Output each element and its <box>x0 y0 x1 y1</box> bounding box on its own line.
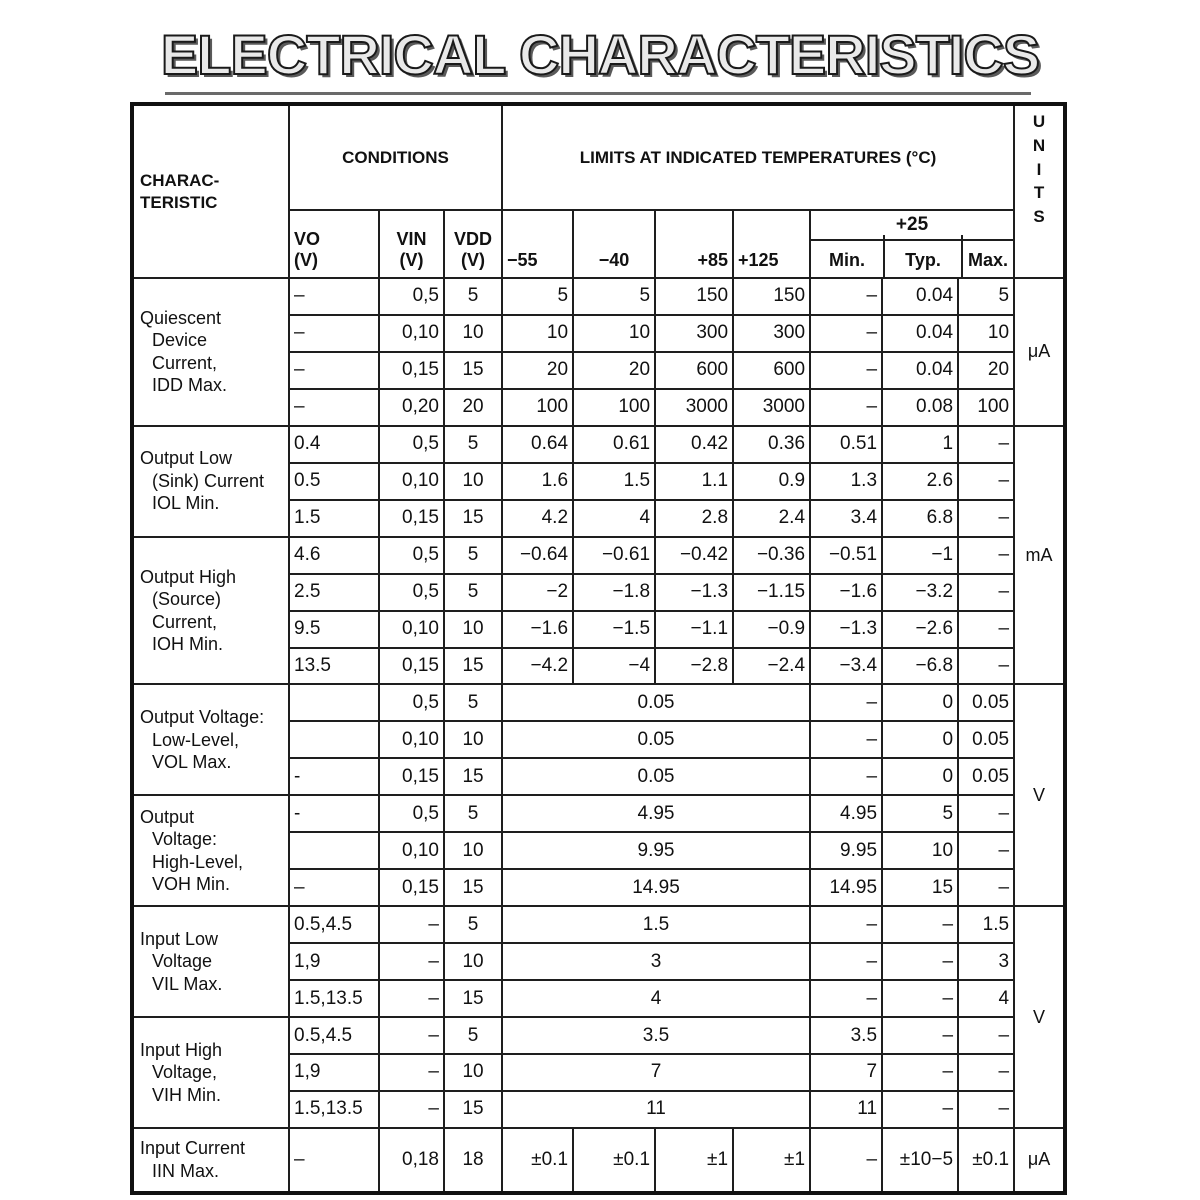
cell-min: 0.51 <box>810 426 882 463</box>
cell-vin: 0,15 <box>379 869 444 906</box>
cell-temp-p125: 300 <box>733 315 810 352</box>
header-vdd: VDD (V) <box>444 210 502 278</box>
table-row <box>132 906 1065 943</box>
table-row <box>132 1128 1065 1193</box>
cell-vin: 0,20 <box>379 389 444 426</box>
cell-min: – <box>810 389 882 426</box>
units-letter: I <box>1036 159 1042 179</box>
cell-vo <box>289 721 379 758</box>
cell-vin: 0,5 <box>379 684 444 721</box>
cell-typ: 0.08 <box>882 389 958 426</box>
characteristic-label-line: Voltage: <box>152 829 218 850</box>
characteristic-label-line: Device <box>152 330 208 351</box>
cell-typ: −3.2 <box>882 574 958 611</box>
characteristic-label <box>132 906 289 1017</box>
characteristic-label <box>132 795 289 906</box>
cell-temp-p125: 600 <box>733 352 810 389</box>
cell-limit-all-temps: 3 <box>502 943 810 980</box>
cell-vin: 0,15 <box>379 352 444 389</box>
cell-max: 10 <box>958 315 1014 352</box>
cell-vo: - <box>289 758 379 795</box>
cell-limit-all-temps: 0.05 <box>502 758 810 795</box>
cell-vin: 0,10 <box>379 721 444 758</box>
cell-typ: 0.04 <box>882 352 958 389</box>
cell-limit-all-temps: 4 <box>502 980 810 1017</box>
units-letter: N <box>1032 135 1046 155</box>
cell-vo: 0.5 <box>289 463 379 500</box>
cell-temp-m40: 0.61 <box>573 426 655 463</box>
cell-vo <box>289 684 379 721</box>
cell-max: 3 <box>958 943 1014 980</box>
cell-min: – <box>810 758 882 795</box>
header-temp-p85: +85 <box>655 210 733 278</box>
table-row <box>132 684 1065 721</box>
cell-temp-p125: 150 <box>733 278 810 315</box>
cell-max: – <box>958 795 1014 832</box>
cell-temp-m55: −2 <box>502 574 573 611</box>
cell-vo: 13.5 <box>289 648 379 685</box>
header-limits: LIMITS AT INDICATED TEMPERATURES (°C) <box>502 104 1014 210</box>
cell-typ: 6.8 <box>882 500 958 537</box>
cell-vdd: 15 <box>444 648 502 685</box>
table-row <box>132 795 1065 832</box>
cell-vo: 1.5 <box>289 500 379 537</box>
cell-temp-p85: −2.8 <box>655 648 733 685</box>
characteristic-label-line: Output Voltage: <box>140 707 265 728</box>
cell-max: 0.05 <box>958 721 1014 758</box>
cell-vo: – <box>289 315 379 352</box>
cell-min: −0.51 <box>810 537 882 574</box>
characteristic-label-line: VIL Max. <box>152 973 223 994</box>
characteristic-label-line: Voltage <box>152 951 213 972</box>
header-temp-p25-block <box>810 210 1014 278</box>
cell-temp-m55: 4.2 <box>502 500 573 537</box>
cell-temp-m40: 1.5 <box>573 463 655 500</box>
cell-min: – <box>810 352 882 389</box>
cell-min: 3.5 <box>810 1017 882 1054</box>
cell-vdd: 15 <box>444 758 502 795</box>
cell-vo <box>289 832 379 869</box>
cell-units: V <box>1014 684 1065 906</box>
cell-typ: −2.6 <box>882 611 958 648</box>
cell-max: – <box>958 463 1014 500</box>
cell-vo: 0.5,4.5 <box>289 1017 379 1054</box>
cell-vo: – <box>289 278 379 315</box>
cell-typ: 1 <box>882 426 958 463</box>
cell-temp-m40: 5 <box>573 278 655 315</box>
header-units <box>1014 104 1065 278</box>
table-row <box>132 537 1065 574</box>
cell-temp-m40: −1.5 <box>573 611 655 648</box>
cell-vin: 0,15 <box>379 500 444 537</box>
cell-temp-m40: 20 <box>573 352 655 389</box>
cell-vin: – <box>379 906 444 943</box>
cell-limit-all-temps: 14.95 <box>502 869 810 906</box>
cell-max: – <box>958 832 1014 869</box>
cell-max: – <box>958 500 1014 537</box>
cell-vo: 9.5 <box>289 611 379 648</box>
cell-vin: 0,10 <box>379 611 444 648</box>
cell-typ: 0.04 <box>882 315 958 352</box>
cell-vo: 0.4 <box>289 426 379 463</box>
cell-typ: 0 <box>882 721 958 758</box>
cell-vdd: 15 <box>444 1091 502 1128</box>
cell-typ: – <box>882 1091 958 1128</box>
characteristic-label-line: Low-Level, <box>152 729 240 750</box>
cell-vdd: 10 <box>444 463 502 500</box>
characteristic-label-line: Output Low <box>140 448 233 469</box>
cell-vo: – <box>289 869 379 906</box>
cell-temp-p85: −1.3 <box>655 574 733 611</box>
cell-temp-p85: −1.1 <box>655 611 733 648</box>
cell-vin: 0,5 <box>379 537 444 574</box>
header-typ: Typ. <box>883 235 961 277</box>
cell-vin: – <box>379 980 444 1017</box>
cell-min: 1.3 <box>810 463 882 500</box>
characteristic-label-line: VOH Min. <box>152 874 231 895</box>
cell-temp-m55: 0.64 <box>502 426 573 463</box>
cell-vo: – <box>289 1128 379 1193</box>
header-vin: VIN (V) <box>379 210 444 278</box>
cell-temp-m40: ±0.1 <box>573 1128 655 1193</box>
cell-temp-p125: 0.9 <box>733 463 810 500</box>
cell-temp-m55: −0.64 <box>502 537 573 574</box>
cell-temp-p125: ±1 <box>733 1128 810 1193</box>
units-letter: U <box>1032 112 1046 131</box>
cell-temp-m55: 20 <box>502 352 573 389</box>
cell-temp-p85: 1.1 <box>655 463 733 500</box>
cell-typ: 5 <box>882 795 958 832</box>
characteristic-label-line: Input Low <box>140 928 219 949</box>
cell-max: ±0.1 <box>958 1128 1014 1193</box>
cell-max: – <box>958 648 1014 685</box>
cell-max: 0.05 <box>958 758 1014 795</box>
characteristic-label-line: VIH Min. <box>152 1084 222 1105</box>
characteristic-label-line: Current, <box>152 611 218 632</box>
cell-vo: - <box>289 795 379 832</box>
cell-max: – <box>958 869 1014 906</box>
cell-vin: 0,15 <box>379 758 444 795</box>
header-temp-p25: +25 <box>811 211 1013 241</box>
cell-max: – <box>958 574 1014 611</box>
cell-vdd: 5 <box>444 795 502 832</box>
cell-typ: – <box>882 943 958 980</box>
characteristic-label <box>132 278 289 426</box>
cell-max: – <box>958 611 1014 648</box>
characteristic-label-line: IIN Max. <box>152 1160 220 1181</box>
cell-temp-p125: 3000 <box>733 389 810 426</box>
cell-max: 1.5 <box>958 906 1014 943</box>
cell-max: – <box>958 1017 1014 1054</box>
cell-limit-all-temps: 0.05 <box>502 684 810 721</box>
cell-vdd: 10 <box>444 943 502 980</box>
cell-vo: 1,9 <box>289 943 379 980</box>
header-max: Max. <box>961 235 1013 277</box>
cell-vin: 0,5 <box>379 426 444 463</box>
cell-units: V <box>1014 906 1065 1128</box>
cell-vin: 0,10 <box>379 463 444 500</box>
cell-max: 20 <box>958 352 1014 389</box>
cell-vdd: 5 <box>444 537 502 574</box>
cell-min: – <box>810 906 882 943</box>
cell-max: 100 <box>958 389 1014 426</box>
cell-vin: 0,18 <box>379 1128 444 1193</box>
cell-temp-m40: 100 <box>573 389 655 426</box>
cell-temp-m55: 100 <box>502 389 573 426</box>
cell-typ: – <box>882 1017 958 1054</box>
cell-limit-all-temps: 3.5 <box>502 1017 810 1054</box>
cell-temp-p85: 3000 <box>655 389 733 426</box>
characteristic-label-line: Output High <box>140 566 237 587</box>
cell-vin: 0,10 <box>379 315 444 352</box>
table-row <box>132 426 1065 463</box>
cell-vdd: 18 <box>444 1128 502 1193</box>
units-letter: S <box>1033 207 1045 227</box>
characteristic-label-line: Current, <box>152 352 218 373</box>
cell-typ: −1 <box>882 537 958 574</box>
characteristic-label <box>132 1128 289 1193</box>
cell-units: μA <box>1014 278 1065 426</box>
cell-vo: 1,9 <box>289 1054 379 1091</box>
cell-min: −1.3 <box>810 611 882 648</box>
characteristic-label <box>132 684 289 795</box>
cell-vdd: 20 <box>444 389 502 426</box>
cell-temp-m55: −4.2 <box>502 648 573 685</box>
characteristic-label-line: Quiescent <box>140 307 222 328</box>
cell-vo: 1.5,13.5 <box>289 980 379 1017</box>
cell-max: – <box>958 426 1014 463</box>
cell-vdd: 10 <box>444 611 502 648</box>
cell-vo: – <box>289 352 379 389</box>
cell-vin: 0,5 <box>379 795 444 832</box>
cell-vdd: 15 <box>444 980 502 1017</box>
cell-min: 3.4 <box>810 500 882 537</box>
cell-min: 4.95 <box>810 795 882 832</box>
cell-temp-m40: 10 <box>573 315 655 352</box>
cell-vdd: 15 <box>444 869 502 906</box>
cell-vin: – <box>379 1054 444 1091</box>
cell-max: 0.05 <box>958 684 1014 721</box>
cell-min: −3.4 <box>810 648 882 685</box>
cell-temp-m40: −1.8 <box>573 574 655 611</box>
cell-vin: 0,5 <box>379 278 444 315</box>
characteristic-label-line: Voltage, <box>152 1062 218 1083</box>
header-temp-m40: −40 <box>573 210 655 278</box>
cell-temp-p125: −0.9 <box>733 611 810 648</box>
cell-max: – <box>958 537 1014 574</box>
cell-min: – <box>810 980 882 1017</box>
cell-temp-p125: −2.4 <box>733 648 810 685</box>
cell-vdd: 15 <box>444 352 502 389</box>
units-letter: T <box>1033 183 1045 203</box>
header-conditions: CONDITIONS <box>289 104 502 210</box>
cell-temp-p85: 0.42 <box>655 426 733 463</box>
cell-vdd: 5 <box>444 1017 502 1054</box>
cell-min: – <box>810 721 882 758</box>
cell-vo: 1.5,13.5 <box>289 1091 379 1128</box>
cell-vdd: 5 <box>444 684 502 721</box>
characteristic-label-line: (Sink) Current <box>152 470 265 491</box>
cell-temp-p85: −0.42 <box>655 537 733 574</box>
cell-temp-m55: ±0.1 <box>502 1128 573 1193</box>
characteristic-label-line: Output <box>140 806 195 827</box>
table-row <box>132 278 1065 315</box>
cell-vdd: 10 <box>444 721 502 758</box>
cell-typ: 0 <box>882 758 958 795</box>
header-temp-p125: +125 <box>733 210 810 278</box>
cell-limit-all-temps: 1.5 <box>502 906 810 943</box>
cell-temp-m55: 5 <box>502 278 573 315</box>
cell-temp-m40: 4 <box>573 500 655 537</box>
cell-min: – <box>810 278 882 315</box>
cell-temp-m40: −0.61 <box>573 537 655 574</box>
cell-vo: 0.5,4.5 <box>289 906 379 943</box>
cell-typ: 15 <box>882 869 958 906</box>
cell-vo: 2.5 <box>289 574 379 611</box>
cell-vo: 4.6 <box>289 537 379 574</box>
cell-min: 14.95 <box>810 869 882 906</box>
characteristic-label-line: (Source) <box>152 589 222 610</box>
cell-min: – <box>810 684 882 721</box>
cell-vdd: 15 <box>444 500 502 537</box>
cell-units: mA <box>1014 426 1065 685</box>
cell-min: 7 <box>810 1054 882 1091</box>
characteristic-label <box>132 426 289 537</box>
cell-temp-m55: 1.6 <box>502 463 573 500</box>
cell-max: – <box>958 1054 1014 1091</box>
cell-vin: – <box>379 1091 444 1128</box>
cell-vdd: 5 <box>444 278 502 315</box>
cell-vdd: 5 <box>444 906 502 943</box>
characteristic-label-line: VOL Max. <box>152 752 232 773</box>
cell-vin: 0,10 <box>379 832 444 869</box>
cell-vdd: 10 <box>444 315 502 352</box>
characteristic-label-line: IOL Min. <box>152 493 220 514</box>
cell-vin: – <box>379 943 444 980</box>
cell-limit-all-temps: 0.05 <box>502 721 810 758</box>
cell-limit-all-temps: 11 <box>502 1091 810 1128</box>
cell-typ: – <box>882 1054 958 1091</box>
cell-temp-p125: −1.15 <box>733 574 810 611</box>
cell-vdd: 10 <box>444 832 502 869</box>
header-min: Min. <box>829 250 866 270</box>
title-underline <box>165 92 1031 95</box>
cell-vin: 0,15 <box>379 648 444 685</box>
cell-vdd: 5 <box>444 574 502 611</box>
cell-temp-p85: 300 <box>655 315 733 352</box>
cell-min: −1.6 <box>810 574 882 611</box>
cell-typ: – <box>882 906 958 943</box>
header-characteristic: CHARAC- TERISTIC <box>132 104 289 278</box>
cell-vdd: 5 <box>444 426 502 463</box>
header-vo: VO (V) <box>289 210 379 278</box>
cell-limit-all-temps: 7 <box>502 1054 810 1091</box>
cell-min: – <box>810 943 882 980</box>
cell-vo: – <box>289 389 379 426</box>
cell-min: 9.95 <box>810 832 882 869</box>
cell-vin: 0,5 <box>379 574 444 611</box>
cell-max: 5 <box>958 278 1014 315</box>
cell-limit-all-temps: 9.95 <box>502 832 810 869</box>
characteristic-label-line: IOH Min. <box>152 634 224 655</box>
cell-typ: ±10−5 <box>882 1128 958 1193</box>
cell-temp-p85: ±1 <box>655 1128 733 1193</box>
cell-vin: – <box>379 1017 444 1054</box>
cell-typ: 0 <box>882 684 958 721</box>
cell-max: 4 <box>958 980 1014 1017</box>
cell-temp-p125: −0.36 <box>733 537 810 574</box>
cell-limit-all-temps: 4.95 <box>502 795 810 832</box>
cell-temp-p85: 2.8 <box>655 500 733 537</box>
table-row <box>132 1017 1065 1054</box>
characteristic-label-line: IDD Max. <box>152 375 228 396</box>
cell-typ: – <box>882 980 958 1017</box>
cell-temp-p125: 0.36 <box>733 426 810 463</box>
cell-min: 11 <box>810 1091 882 1128</box>
page-title: ELECTRICAL CHARACTERISTICS <box>160 23 1040 86</box>
characteristic-label-line: Input High <box>140 1039 223 1060</box>
cell-typ: −6.8 <box>882 648 958 685</box>
characteristic-label-line: Input Current <box>140 1138 246 1159</box>
cell-temp-p85: 150 <box>655 278 733 315</box>
cell-min: – <box>810 1128 882 1193</box>
cell-typ: 2.6 <box>882 463 958 500</box>
cell-typ: 0.04 <box>882 278 958 315</box>
cell-max: – <box>958 1091 1014 1128</box>
cell-min: – <box>810 315 882 352</box>
cell-units: μA <box>1014 1128 1065 1193</box>
characteristic-label <box>132 537 289 685</box>
cell-vdd: 10 <box>444 1054 502 1091</box>
cell-temp-m55: 10 <box>502 315 573 352</box>
cell-temp-p125: 2.4 <box>733 500 810 537</box>
cell-temp-p85: 600 <box>655 352 733 389</box>
header-temp-m55: −55 <box>502 210 573 278</box>
characteristic-label-line: High-Level, <box>152 851 244 872</box>
cell-temp-m40: −4 <box>573 648 655 685</box>
characteristic-label <box>132 1017 289 1128</box>
cell-typ: 10 <box>882 832 958 869</box>
cell-temp-m55: −1.6 <box>502 611 573 648</box>
electrical-characteristics-table <box>130 102 1067 1195</box>
